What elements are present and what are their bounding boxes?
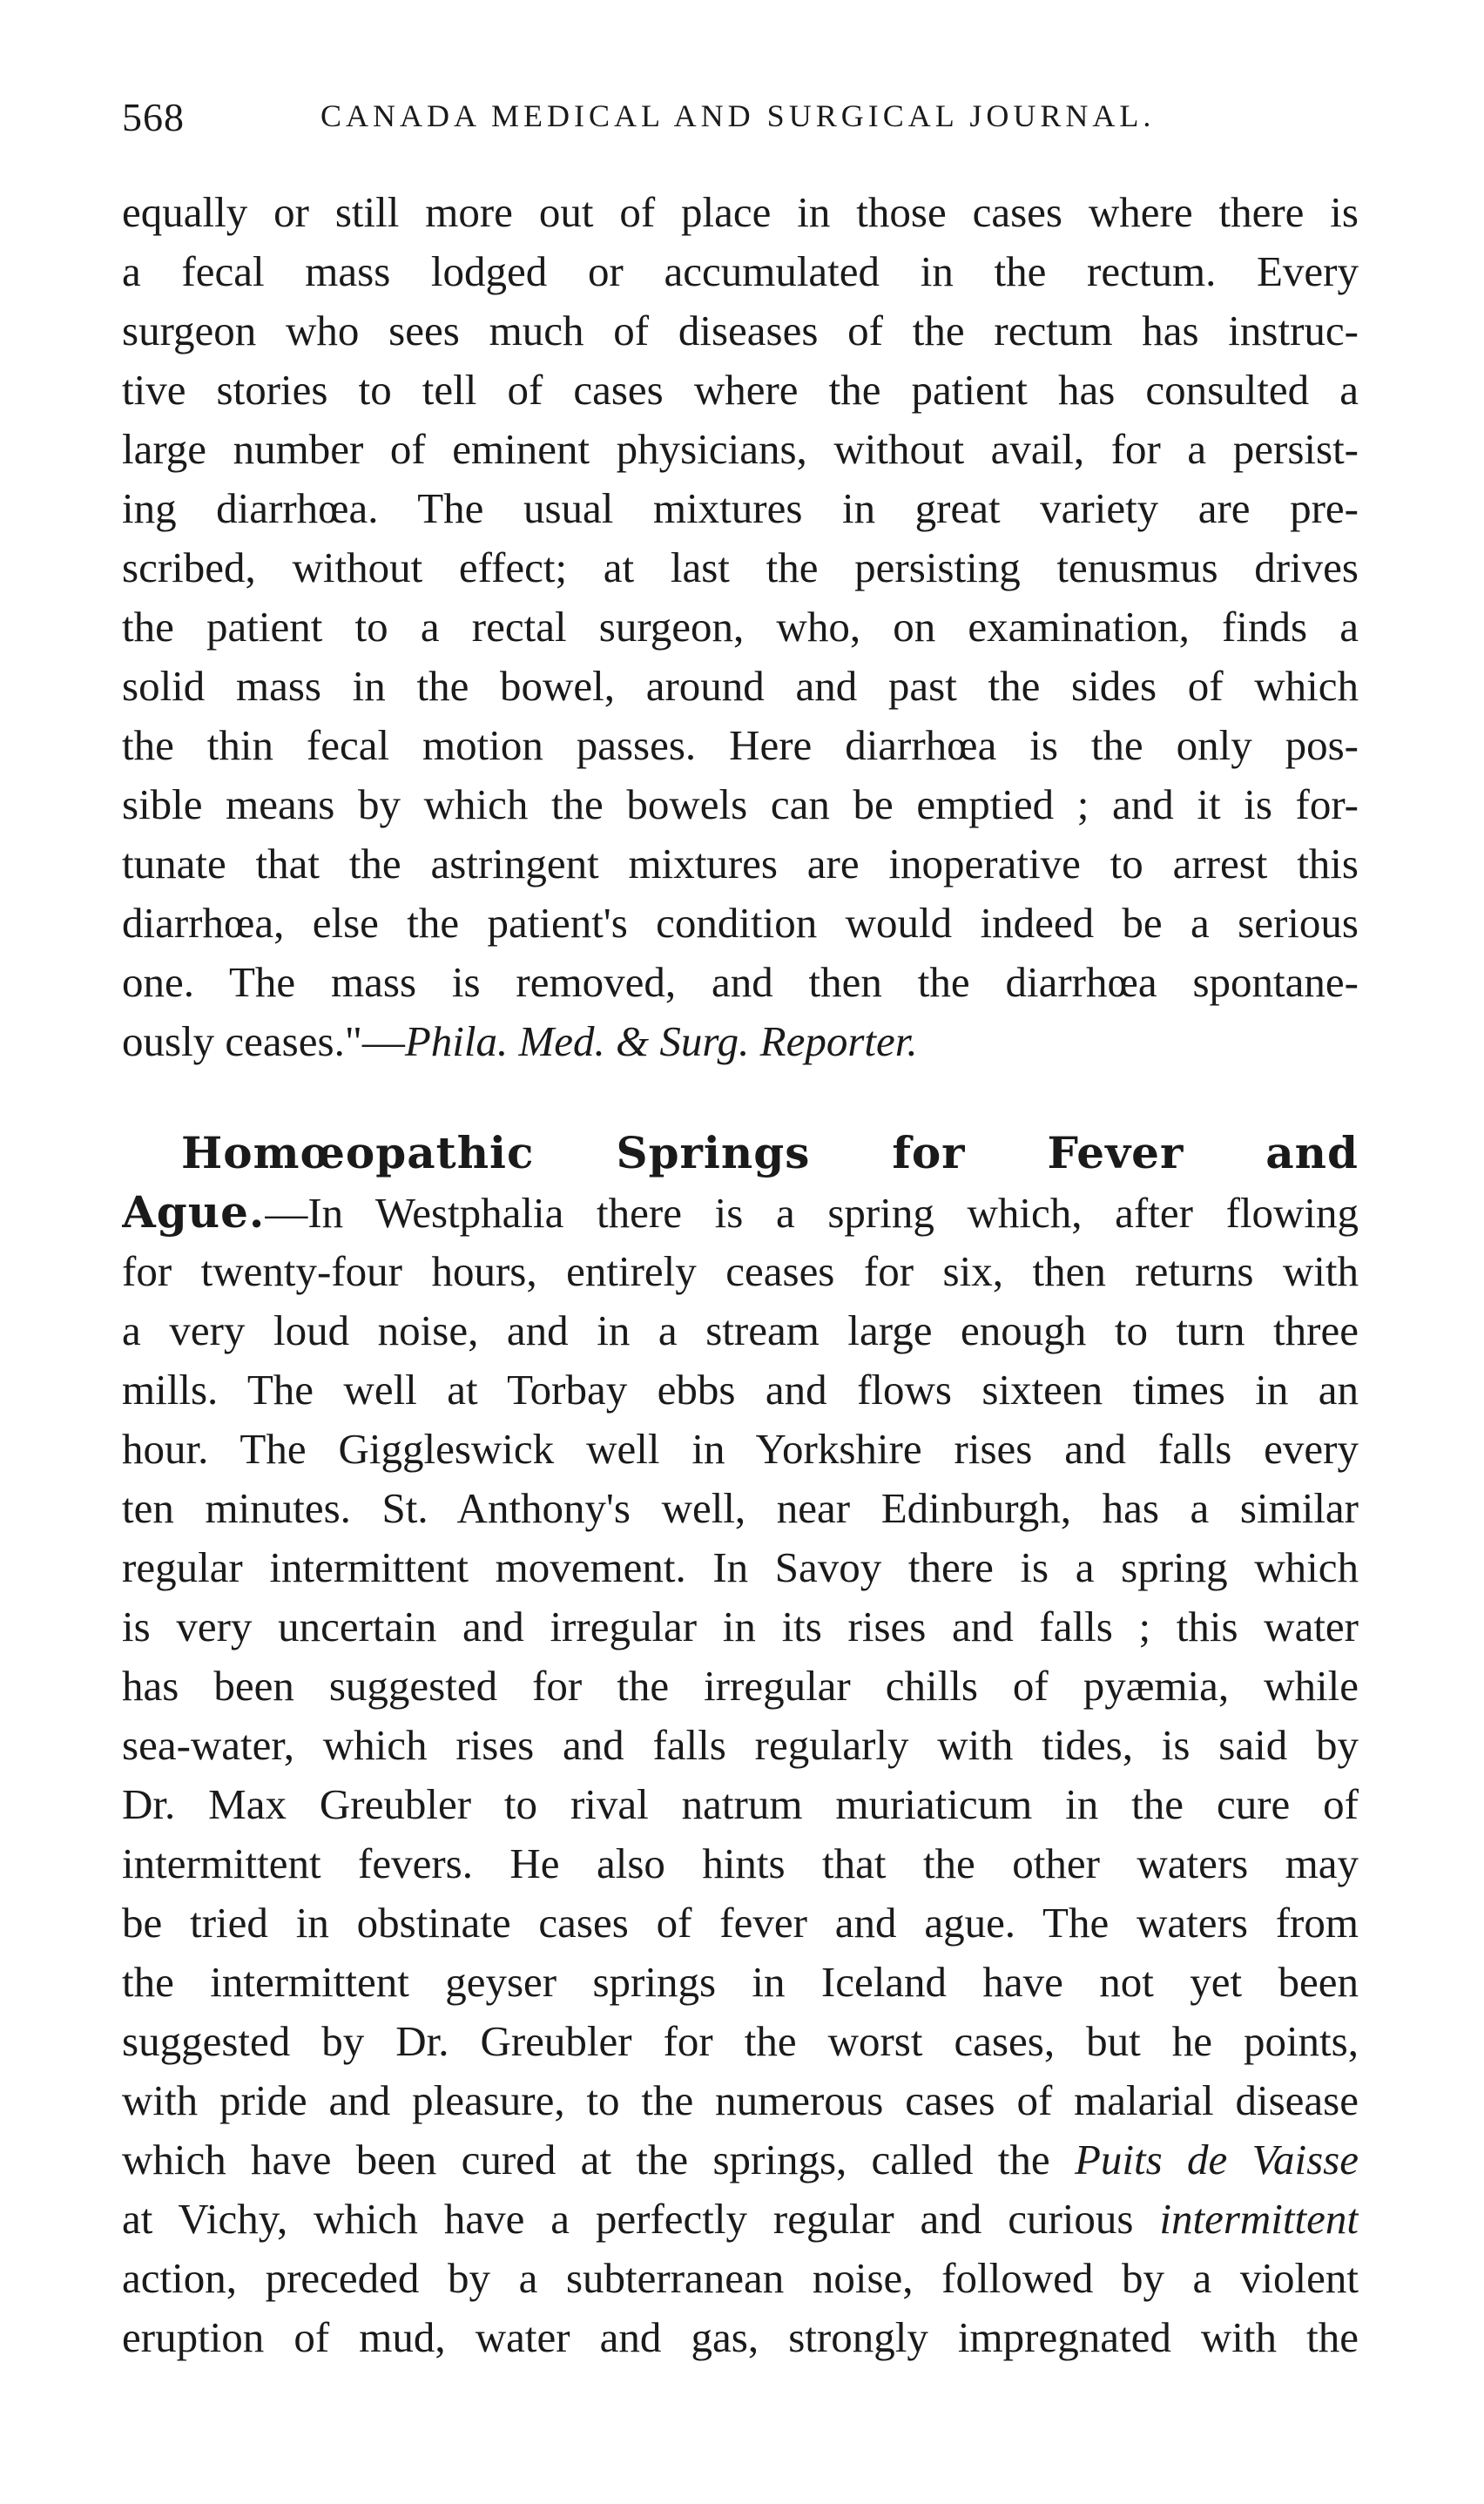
text-line: ten minutes. St. Anthony's well, near Edinburgh, has a similar — [122, 1484, 1359, 1532]
text-line: solid mass in the bowel, around and past the sides of which — [122, 662, 1359, 710]
text-segment: which have been cured at the springs, called the — [122, 2136, 1075, 2183]
text-line: Dr. Max Greubler to rival natrum muriaticum in the cure of — [122, 1780, 1359, 1828]
text-line: has been suggested for the irregular chills of pyæmia, while — [122, 1662, 1359, 1710]
text-line: sible means by which the bowels can be emptied ; and it is for- — [122, 780, 1359, 828]
italic-term: intermittent — [1159, 2195, 1359, 2243]
text-line: a very loud noise, and in a stream large enough to turn three — [122, 1306, 1359, 1354]
text-line: eruption of mud, water and gas, strongly impregnated with the — [122, 2313, 1359, 2361]
text-line: action, preceded by a subterranean noise, followed by a violent — [122, 2254, 1359, 2302]
journal-title: CANADA MEDICAL AND SURGICAL JOURNAL. — [320, 98, 1156, 133]
text-line: a fecal mass lodged or accumulated in the rectum. Every — [122, 247, 1359, 295]
text-line: ing diarrhœa. The usual mixtures in great variety are pre- — [122, 484, 1359, 532]
text-line: is very uncertain and irregular in its rises and falls ; this water — [122, 1603, 1359, 1650]
text-line: suggested by Dr. Greubler for the worst cases, but he points, — [122, 2017, 1359, 2065]
page-number: 568 — [122, 95, 185, 139]
text-line: the intermittent geyser springs in Iceland have not yet been — [122, 1958, 1359, 2006]
text-line — [122, 2190, 1359, 2249]
text-line: the thin fecal motion passes. Here diarrhœa is the only pos- — [122, 721, 1359, 769]
text-line: tive stories to tell of cases where the patient has consulted a — [122, 366, 1359, 414]
article-homoeopathic-springs — [122, 1124, 1359, 2367]
text-line: intermittent fevers. He also hints that the other waters may — [122, 1839, 1359, 1887]
italic-term: Puits de Vaisse — [1074, 2136, 1359, 2183]
text-line: mills. The well at Torbay ebbs and flows sixteen times in an — [122, 1366, 1359, 1414]
text-line: tunate that the astringent mixtures are inoperative to arrest this — [122, 840, 1359, 888]
citation: Phila. Med. & Surg. Reporter. — [404, 1017, 918, 1065]
text-line — [122, 2130, 1359, 2190]
article-continued-text — [122, 183, 1359, 1071]
closing-quote-text: ously ceases."— — [122, 1017, 405, 1065]
article-heading — [122, 1124, 1359, 1183]
text-line — [122, 1183, 1359, 1242]
text-line: scribed, without effect; at last the persisting tenusmus drives — [122, 543, 1359, 591]
text-line: diarrhœa, else the patient's condition would indeed be a serious — [122, 899, 1359, 947]
text-line-last — [122, 1012, 1359, 1071]
text-line: sea-water, which rises and falls regularly with tides, is said by — [122, 1721, 1359, 1769]
text-line: large number of eminent physicians, without avail, for a persist- — [122, 425, 1359, 473]
text-segment: at Vichy, which have a perfectly regular and curious — [122, 2195, 1160, 2243]
text-line: hour. The Giggleswick well in Yorkshire rises and falls every — [122, 1425, 1359, 1473]
article-heading-continued: Ague. — [122, 1186, 266, 1238]
running-head — [122, 94, 1359, 155]
article-heading-text: Homœopathic Springs for Fever and — [181, 1127, 1359, 1178]
text-line: be tried in obstinate cases of fever and ague. The waters from — [122, 1899, 1359, 1947]
text-line: surgeon who sees much of diseases of the rectum has instruc- — [122, 307, 1359, 354]
text-line: regular intermittent movement. In Savoy there is a spring which — [122, 1543, 1359, 1591]
text-line: with pride and pleasure, to the numerous cases of malarial disease — [122, 2076, 1359, 2124]
text-line: one. The mass is removed, and then the diarrhœa spontane- — [122, 958, 1359, 1006]
text-line: for twenty-four hours, entirely ceases for six, then returns with — [122, 1247, 1359, 1295]
text-line: the patient to a rectal surgeon, who, on examination, finds a — [122, 603, 1359, 651]
article-opening-text: —In Westphalia there is a spring which, after flowing — [265, 1189, 1359, 1237]
text-line: equally or still more out of place in those cases where there is — [122, 188, 1359, 236]
